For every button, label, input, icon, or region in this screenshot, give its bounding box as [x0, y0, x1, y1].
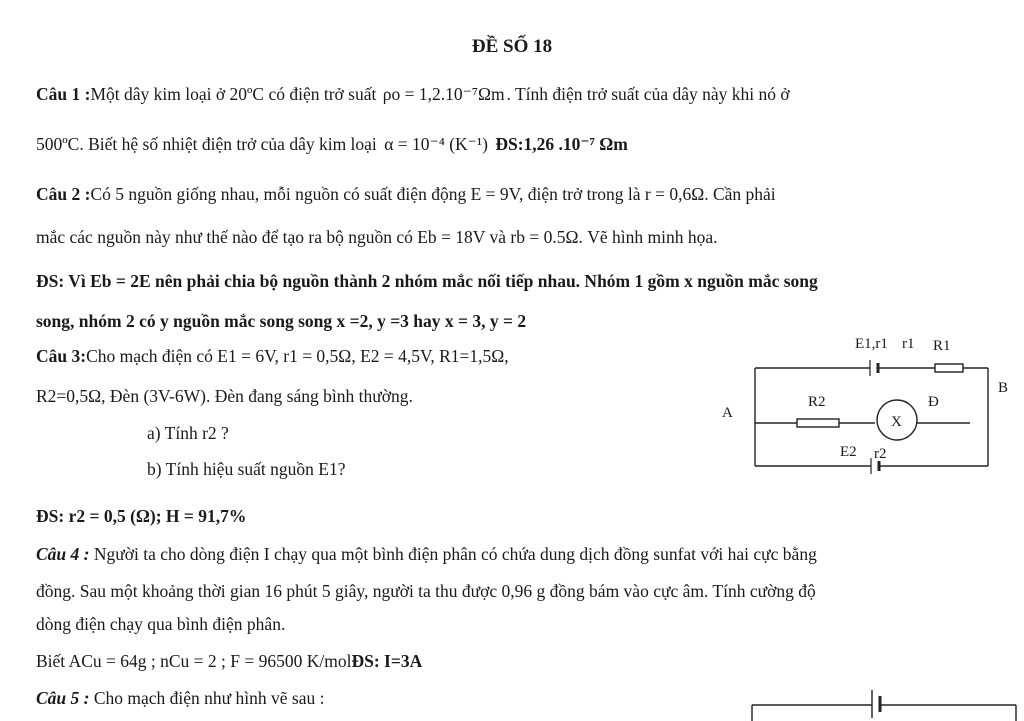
label-r1-internal: r1	[902, 336, 915, 352]
q2-label: Câu 2 :	[36, 184, 91, 204]
q1-text2a: 500ºC. Biết hệ số nhiệt điện trở của dây kim loại	[36, 134, 377, 154]
q3-part-b: b) Tính hiệu suất nguồn E1?	[147, 459, 346, 479]
q2-line2: mắc các nguồn này như thế nào để tạo ra bộ nguồn có Eb = 18V và rb = 0.5Ω. Vẽ hình minh họa.	[36, 227, 718, 247]
label-R1: R1	[933, 338, 951, 354]
q4-answer: ĐS: I=3A	[351, 651, 423, 671]
q2-text1: Có 5 nguồn giống nhau, mỗi nguồn có suất điện động E = 9V, điện trở trong là r = 0,6Ω. Cần phải	[90, 184, 776, 204]
label-R2: R2	[808, 394, 826, 410]
q4-line2: đồng. Sau một khoảng thời gian 16 phút 5 giây, người ta thu được 0,96 g đồng bám vào cực âm. Tính cường độ	[36, 581, 816, 601]
q5-label: Câu 5 :	[36, 688, 90, 708]
page-title: ĐỀ SỐ 18	[471, 36, 553, 57]
label-lamp-D: Đ	[928, 394, 939, 410]
q4-text1: Người ta cho dòng điện I chạy qua một bình điện phân có chứa dung dịch đồng sunfat với hai cực bằng	[89, 544, 817, 564]
resistor-r2	[797, 419, 839, 427]
label-r2: r2	[874, 446, 887, 462]
q4-line4	[36, 650, 422, 672]
resistor-r1	[935, 364, 963, 372]
q3-text1: Cho mạch điện có E1 = 6V, r1 = 0,5Ω, E2 = 4,5V, R1=1,5Ω,	[86, 346, 509, 366]
q3-label: Câu 3:	[36, 346, 87, 366]
q4-line1	[36, 543, 817, 565]
q2-answer-line2: song, nhóm 2 có y nguồn mắc song song x =2, y =3 hay x = 3, y = 2	[36, 311, 527, 331]
q3-line2: R2=0,5Ω, Đèn (3V-6W). Đèn đang sáng bình thường.	[36, 386, 413, 406]
q4-text4: Biết ACu = 64g ; nCu = 2 ; F = 96500 K/mol	[36, 651, 352, 671]
q2-answer-line1: ĐS: Vì Eb = 2E nên phải chia bộ nguồn thành 2 nhóm mắc nối tiếp nhau. Nhóm 1 gồm x nguồn mắc song	[36, 271, 818, 291]
q4-label: Câu 4 :	[36, 544, 90, 564]
q3-part-a: a) Tính r2 ?	[147, 423, 229, 443]
label-E2: E2	[840, 444, 857, 460]
q5-circuit-partial	[752, 690, 1016, 721]
label-lamp-X: X	[891, 414, 902, 430]
q4-line3: dòng điện chạy qua bình điện phân.	[36, 614, 286, 634]
q5-line1	[36, 687, 325, 709]
q1-text1a: Một dây kim loại ở 20ºC có điện trở suất	[90, 84, 377, 104]
q1-label: Câu 1 :	[36, 84, 91, 104]
circuit-labels	[722, 336, 1008, 462]
q5-text1: Cho mạch điện như hình vẽ sau :	[89, 688, 325, 708]
q1-formula-alpha: α = 10⁻⁴ (K⁻¹)	[384, 134, 488, 154]
q1-answer: ĐS:1,26 .10⁻⁷ Ωm	[495, 134, 628, 154]
label-e1r1: E1,r1	[855, 336, 888, 352]
label-A: A	[722, 405, 733, 421]
label-B: B	[998, 380, 1009, 396]
q1-formula-rho: ρo = 1,2.10⁻⁷Ωm	[382, 84, 505, 104]
q3-answer: ĐS: r2 = 0,5 (Ω); H = 91,7%	[36, 506, 247, 526]
q1-text1c: . Tính điện trở suất của dây này khi nó ở	[506, 84, 790, 104]
